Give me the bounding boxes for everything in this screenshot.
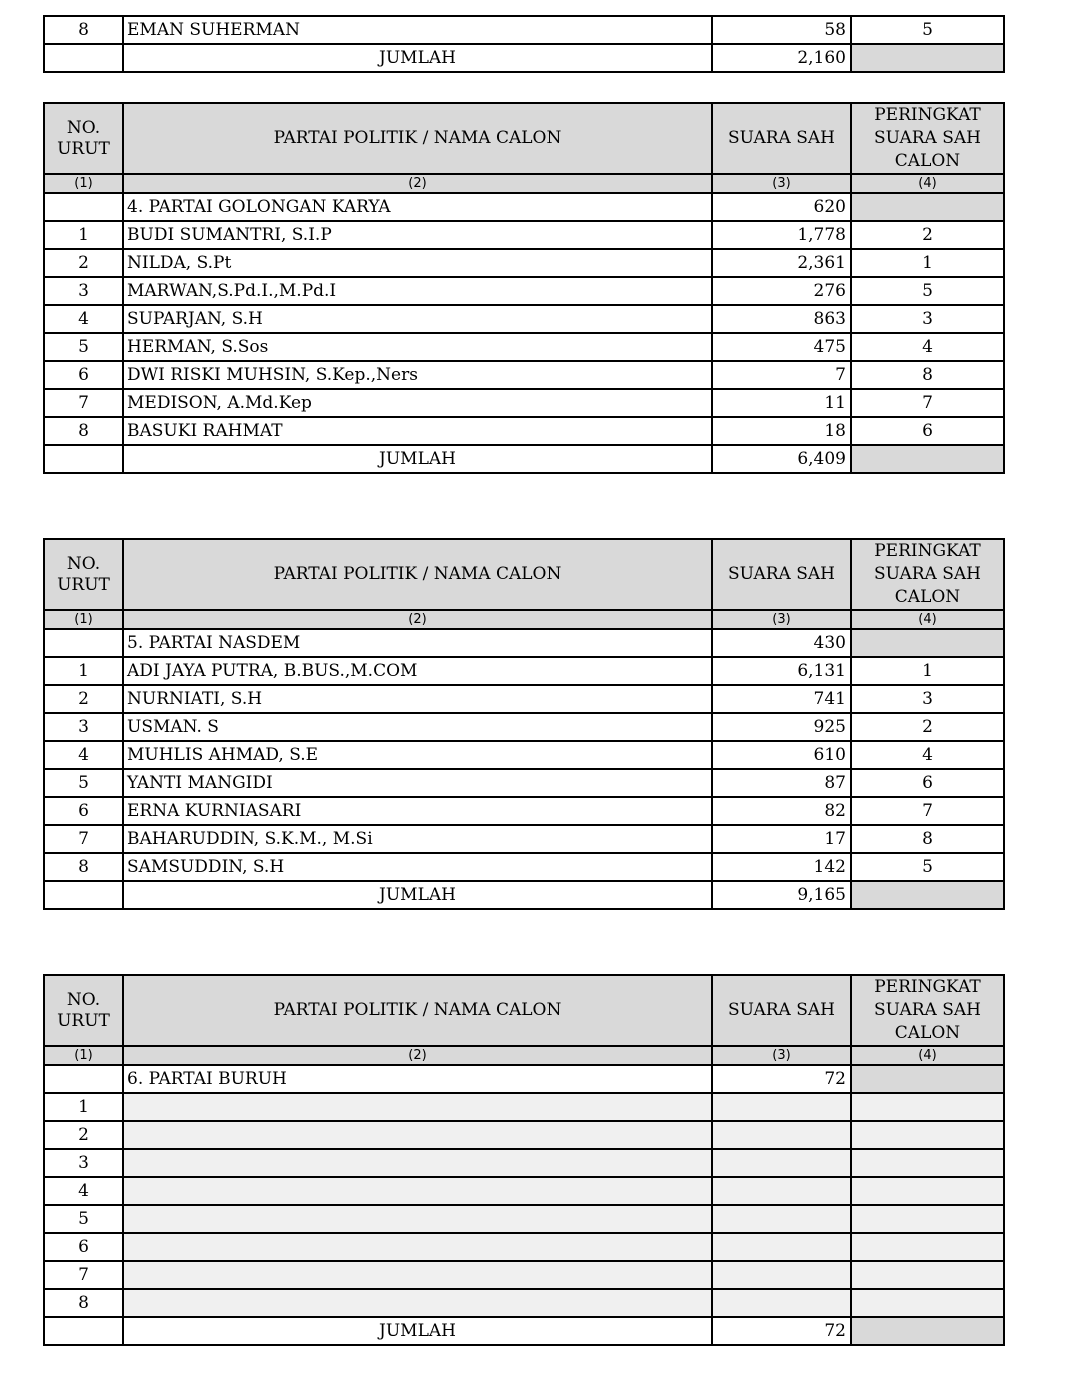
party-name: 6. PARTAI BURUH (123, 1065, 712, 1093)
header-no-urut: NO. URUT (44, 975, 123, 1046)
candidate-rank: 1 (851, 657, 1004, 685)
candidate-name (123, 1177, 712, 1205)
header-peringkat: PERINGKAT SUARA SAH CALON (851, 975, 1004, 1046)
candidate-row (44, 249, 1004, 277)
party-name: 5. PARTAI NASDEM (123, 629, 712, 657)
candidate-votes: 2,361 (712, 249, 851, 277)
candidate-row (44, 1261, 1004, 1289)
candidate-votes (712, 1149, 851, 1177)
party-table (43, 102, 1005, 474)
candidate-rank (851, 1205, 1004, 1233)
candidate-votes (712, 1121, 851, 1149)
header-no-urut: NO. URUT (44, 103, 123, 174)
candidate-votes: 6,131 (712, 657, 851, 685)
candidate-name: SUPARJAN, S.H (123, 305, 712, 333)
candidate-rank (851, 1233, 1004, 1261)
candidate-no: 6 (44, 797, 123, 825)
candidate-no: 2 (44, 249, 123, 277)
header-partai: PARTAI POLITIK / NAMA CALON (123, 103, 712, 174)
candidate-votes: 475 (712, 333, 851, 361)
candidate-no: 4 (44, 305, 123, 333)
column-index: (1) (44, 1046, 123, 1065)
party-rank-blank (851, 1065, 1004, 1093)
candidate-name: MUHLIS AHMAD, S.E (123, 741, 712, 769)
column-index: (1) (44, 610, 123, 629)
total-blank (44, 44, 123, 72)
candidate-rank: 5 (851, 853, 1004, 881)
party-row (44, 1065, 1004, 1093)
total-row (44, 1317, 1004, 1345)
candidate-votes: 82 (712, 797, 851, 825)
total-votes: 6,409 (712, 445, 851, 473)
party-votes: 620 (712, 193, 851, 221)
candidate-rank: 4 (851, 333, 1004, 361)
candidate-votes: 276 (712, 277, 851, 305)
candidate-rank (851, 1121, 1004, 1149)
candidate-votes (712, 1093, 851, 1121)
candidate-row (44, 417, 1004, 445)
candidate-no: 8 (44, 1289, 123, 1317)
column-index-row (44, 174, 1004, 193)
candidate-name: DWI RISKI MUHSIN, S.Kep.,Ners (123, 361, 712, 389)
candidate-rank (851, 1177, 1004, 1205)
header-no-urut: NO. URUT (44, 539, 123, 610)
candidate-rank: 5 (851, 277, 1004, 305)
header-peringkat: PERINGKAT SUARA SAH CALON (851, 539, 1004, 610)
column-index: (1) (44, 174, 123, 193)
total-row (44, 445, 1004, 473)
party-votes: 430 (712, 629, 851, 657)
candidate-name: MEDISON, A.Md.Kep (123, 389, 712, 417)
column-index: (4) (851, 174, 1004, 193)
candidate-rank (851, 1289, 1004, 1317)
party-rank-blank (851, 629, 1004, 657)
header-row (44, 539, 1004, 610)
candidate-no: 5 (44, 1205, 123, 1233)
candidate-no: 6 (44, 361, 123, 389)
candidate-name: NILDA, S.Pt (123, 249, 712, 277)
candidate-row (44, 1233, 1004, 1261)
candidate-votes: 142 (712, 853, 851, 881)
column-index-row (44, 610, 1004, 629)
candidate-no: 1 (44, 1093, 123, 1121)
candidate-name (123, 1261, 712, 1289)
candidate-rank (851, 1261, 1004, 1289)
candidate-name: BASUKI RAHMAT (123, 417, 712, 445)
column-index: (3) (712, 610, 851, 629)
candidate-rank: 2 (851, 713, 1004, 741)
total-blank (44, 445, 123, 473)
candidate-rank: 6 (851, 417, 1004, 445)
candidate-no: 7 (44, 825, 123, 853)
header-row (44, 975, 1004, 1046)
candidate-row (44, 825, 1004, 853)
total-votes: 9,165 (712, 881, 851, 909)
candidate-row (44, 853, 1004, 881)
candidate-row (44, 797, 1004, 825)
candidate-name (123, 1093, 712, 1121)
candidate-row (44, 221, 1004, 249)
candidate-no: 8 (44, 16, 123, 44)
candidate-votes (712, 1233, 851, 1261)
candidate-no: 1 (44, 657, 123, 685)
party-no-blank (44, 629, 123, 657)
candidate-votes: 925 (712, 713, 851, 741)
candidate-no: 3 (44, 277, 123, 305)
candidate-name: BAHARUDDIN, S.K.M., M.Si (123, 825, 712, 853)
candidate-row (44, 305, 1004, 333)
total-label: JUMLAH (123, 445, 712, 473)
candidate-votes: 58 (712, 16, 851, 44)
candidate-votes: 18 (712, 417, 851, 445)
candidate-name: YANTI MANGIDI (123, 769, 712, 797)
total-votes: 72 (712, 1317, 851, 1345)
candidate-row (44, 741, 1004, 769)
candidate-rank: 1 (851, 249, 1004, 277)
candidate-no: 4 (44, 741, 123, 769)
candidate-name (123, 1149, 712, 1177)
candidate-name (123, 1289, 712, 1317)
candidate-rank: 7 (851, 389, 1004, 417)
candidate-name: NURNIATI, S.H (123, 685, 712, 713)
candidate-votes: 17 (712, 825, 851, 853)
header-partai: PARTAI POLITIK / NAMA CALON (123, 975, 712, 1046)
column-index: (3) (712, 1046, 851, 1065)
header-peringkat: PERINGKAT SUARA SAH CALON (851, 103, 1004, 174)
candidate-no: 3 (44, 713, 123, 741)
candidate-name: BUDI SUMANTRI, S.I.P (123, 221, 712, 249)
candidate-no: 2 (44, 1121, 123, 1149)
candidate-rank (851, 1093, 1004, 1121)
column-index: (2) (123, 610, 712, 629)
candidate-row (44, 16, 1004, 44)
total-label: JUMLAH (123, 881, 712, 909)
header-row (44, 103, 1004, 174)
candidate-row (44, 713, 1004, 741)
candidate-row (44, 1121, 1004, 1149)
candidate-row (44, 1177, 1004, 1205)
candidate-votes (712, 1261, 851, 1289)
party-row (44, 629, 1004, 657)
candidate-votes: 11 (712, 389, 851, 417)
column-index: (3) (712, 174, 851, 193)
candidate-votes: 610 (712, 741, 851, 769)
candidate-row (44, 1289, 1004, 1317)
candidate-rank (851, 1149, 1004, 1177)
total-blank (44, 1317, 123, 1345)
header-suara-sah: SUARA SAH (712, 539, 851, 610)
candidate-row (44, 769, 1004, 797)
candidate-row (44, 1093, 1004, 1121)
party-no-blank (44, 1065, 123, 1093)
candidate-name (123, 1121, 712, 1149)
candidate-votes: 87 (712, 769, 851, 797)
candidate-name: USMAN. S (123, 713, 712, 741)
party-table (43, 538, 1005, 910)
candidate-no: 4 (44, 1177, 123, 1205)
candidate-row (44, 685, 1004, 713)
candidate-no: 7 (44, 1261, 123, 1289)
column-index: (4) (851, 610, 1004, 629)
candidate-rank: 4 (851, 741, 1004, 769)
candidate-rank: 7 (851, 797, 1004, 825)
candidate-rank: 3 (851, 305, 1004, 333)
candidate-no: 6 (44, 1233, 123, 1261)
column-index: (4) (851, 1046, 1004, 1065)
header-suara-sah: SUARA SAH (712, 103, 851, 174)
total-rank-blank (851, 445, 1004, 473)
candidate-row (44, 333, 1004, 361)
candidate-no: 1 (44, 221, 123, 249)
candidate-no: 2 (44, 685, 123, 713)
candidate-rank: 8 (851, 361, 1004, 389)
party-rank-blank (851, 193, 1004, 221)
candidate-row (44, 277, 1004, 305)
candidate-row (44, 657, 1004, 685)
total-row (44, 44, 1004, 72)
party-name: 4. PARTAI GOLONGAN KARYA (123, 193, 712, 221)
column-index: (2) (123, 1046, 712, 1065)
candidate-rank: 3 (851, 685, 1004, 713)
candidate-no: 5 (44, 333, 123, 361)
candidate-row (44, 361, 1004, 389)
total-rank-blank (851, 1317, 1004, 1345)
total-row (44, 881, 1004, 909)
candidate-name: EMAN SUHERMAN (123, 16, 712, 44)
party-table (43, 974, 1005, 1346)
candidate-votes: 7 (712, 361, 851, 389)
candidate-name (123, 1233, 712, 1261)
party-row (44, 193, 1004, 221)
candidate-votes (712, 1205, 851, 1233)
candidate-no: 8 (44, 417, 123, 445)
total-blank (44, 881, 123, 909)
candidate-no: 7 (44, 389, 123, 417)
top-fragment-table (43, 15, 1005, 73)
candidate-name: ADI JAYA PUTRA, B.BUS.,M.COM (123, 657, 712, 685)
total-rank-blank (851, 881, 1004, 909)
column-index: (2) (123, 174, 712, 193)
total-votes: 2,160 (712, 44, 851, 72)
party-votes: 72 (712, 1065, 851, 1093)
candidate-votes: 1,778 (712, 221, 851, 249)
candidate-row (44, 389, 1004, 417)
header-suara-sah: SUARA SAH (712, 975, 851, 1046)
candidate-name: HERMAN, S.Sos (123, 333, 712, 361)
candidate-votes: 741 (712, 685, 851, 713)
candidate-no: 5 (44, 769, 123, 797)
total-rank-blank (851, 44, 1004, 72)
candidate-votes (712, 1289, 851, 1317)
column-index-row (44, 1046, 1004, 1065)
total-label: JUMLAH (123, 1317, 712, 1345)
candidate-votes: 863 (712, 305, 851, 333)
candidate-rank: 5 (851, 16, 1004, 44)
candidate-name (123, 1205, 712, 1233)
candidate-rank: 6 (851, 769, 1004, 797)
candidate-name: ERNA KURNIASARI (123, 797, 712, 825)
candidate-no: 3 (44, 1149, 123, 1177)
party-no-blank (44, 193, 123, 221)
candidate-votes (712, 1177, 851, 1205)
total-label: JUMLAH (123, 44, 712, 72)
candidate-no: 8 (44, 853, 123, 881)
header-partai: PARTAI POLITIK / NAMA CALON (123, 539, 712, 610)
candidate-row (44, 1149, 1004, 1177)
candidate-rank: 2 (851, 221, 1004, 249)
candidate-row (44, 1205, 1004, 1233)
candidate-name: SAMSUDDIN, S.H (123, 853, 712, 881)
candidate-rank: 8 (851, 825, 1004, 853)
candidate-name: MARWAN,S.Pd.I.,M.Pd.I (123, 277, 712, 305)
